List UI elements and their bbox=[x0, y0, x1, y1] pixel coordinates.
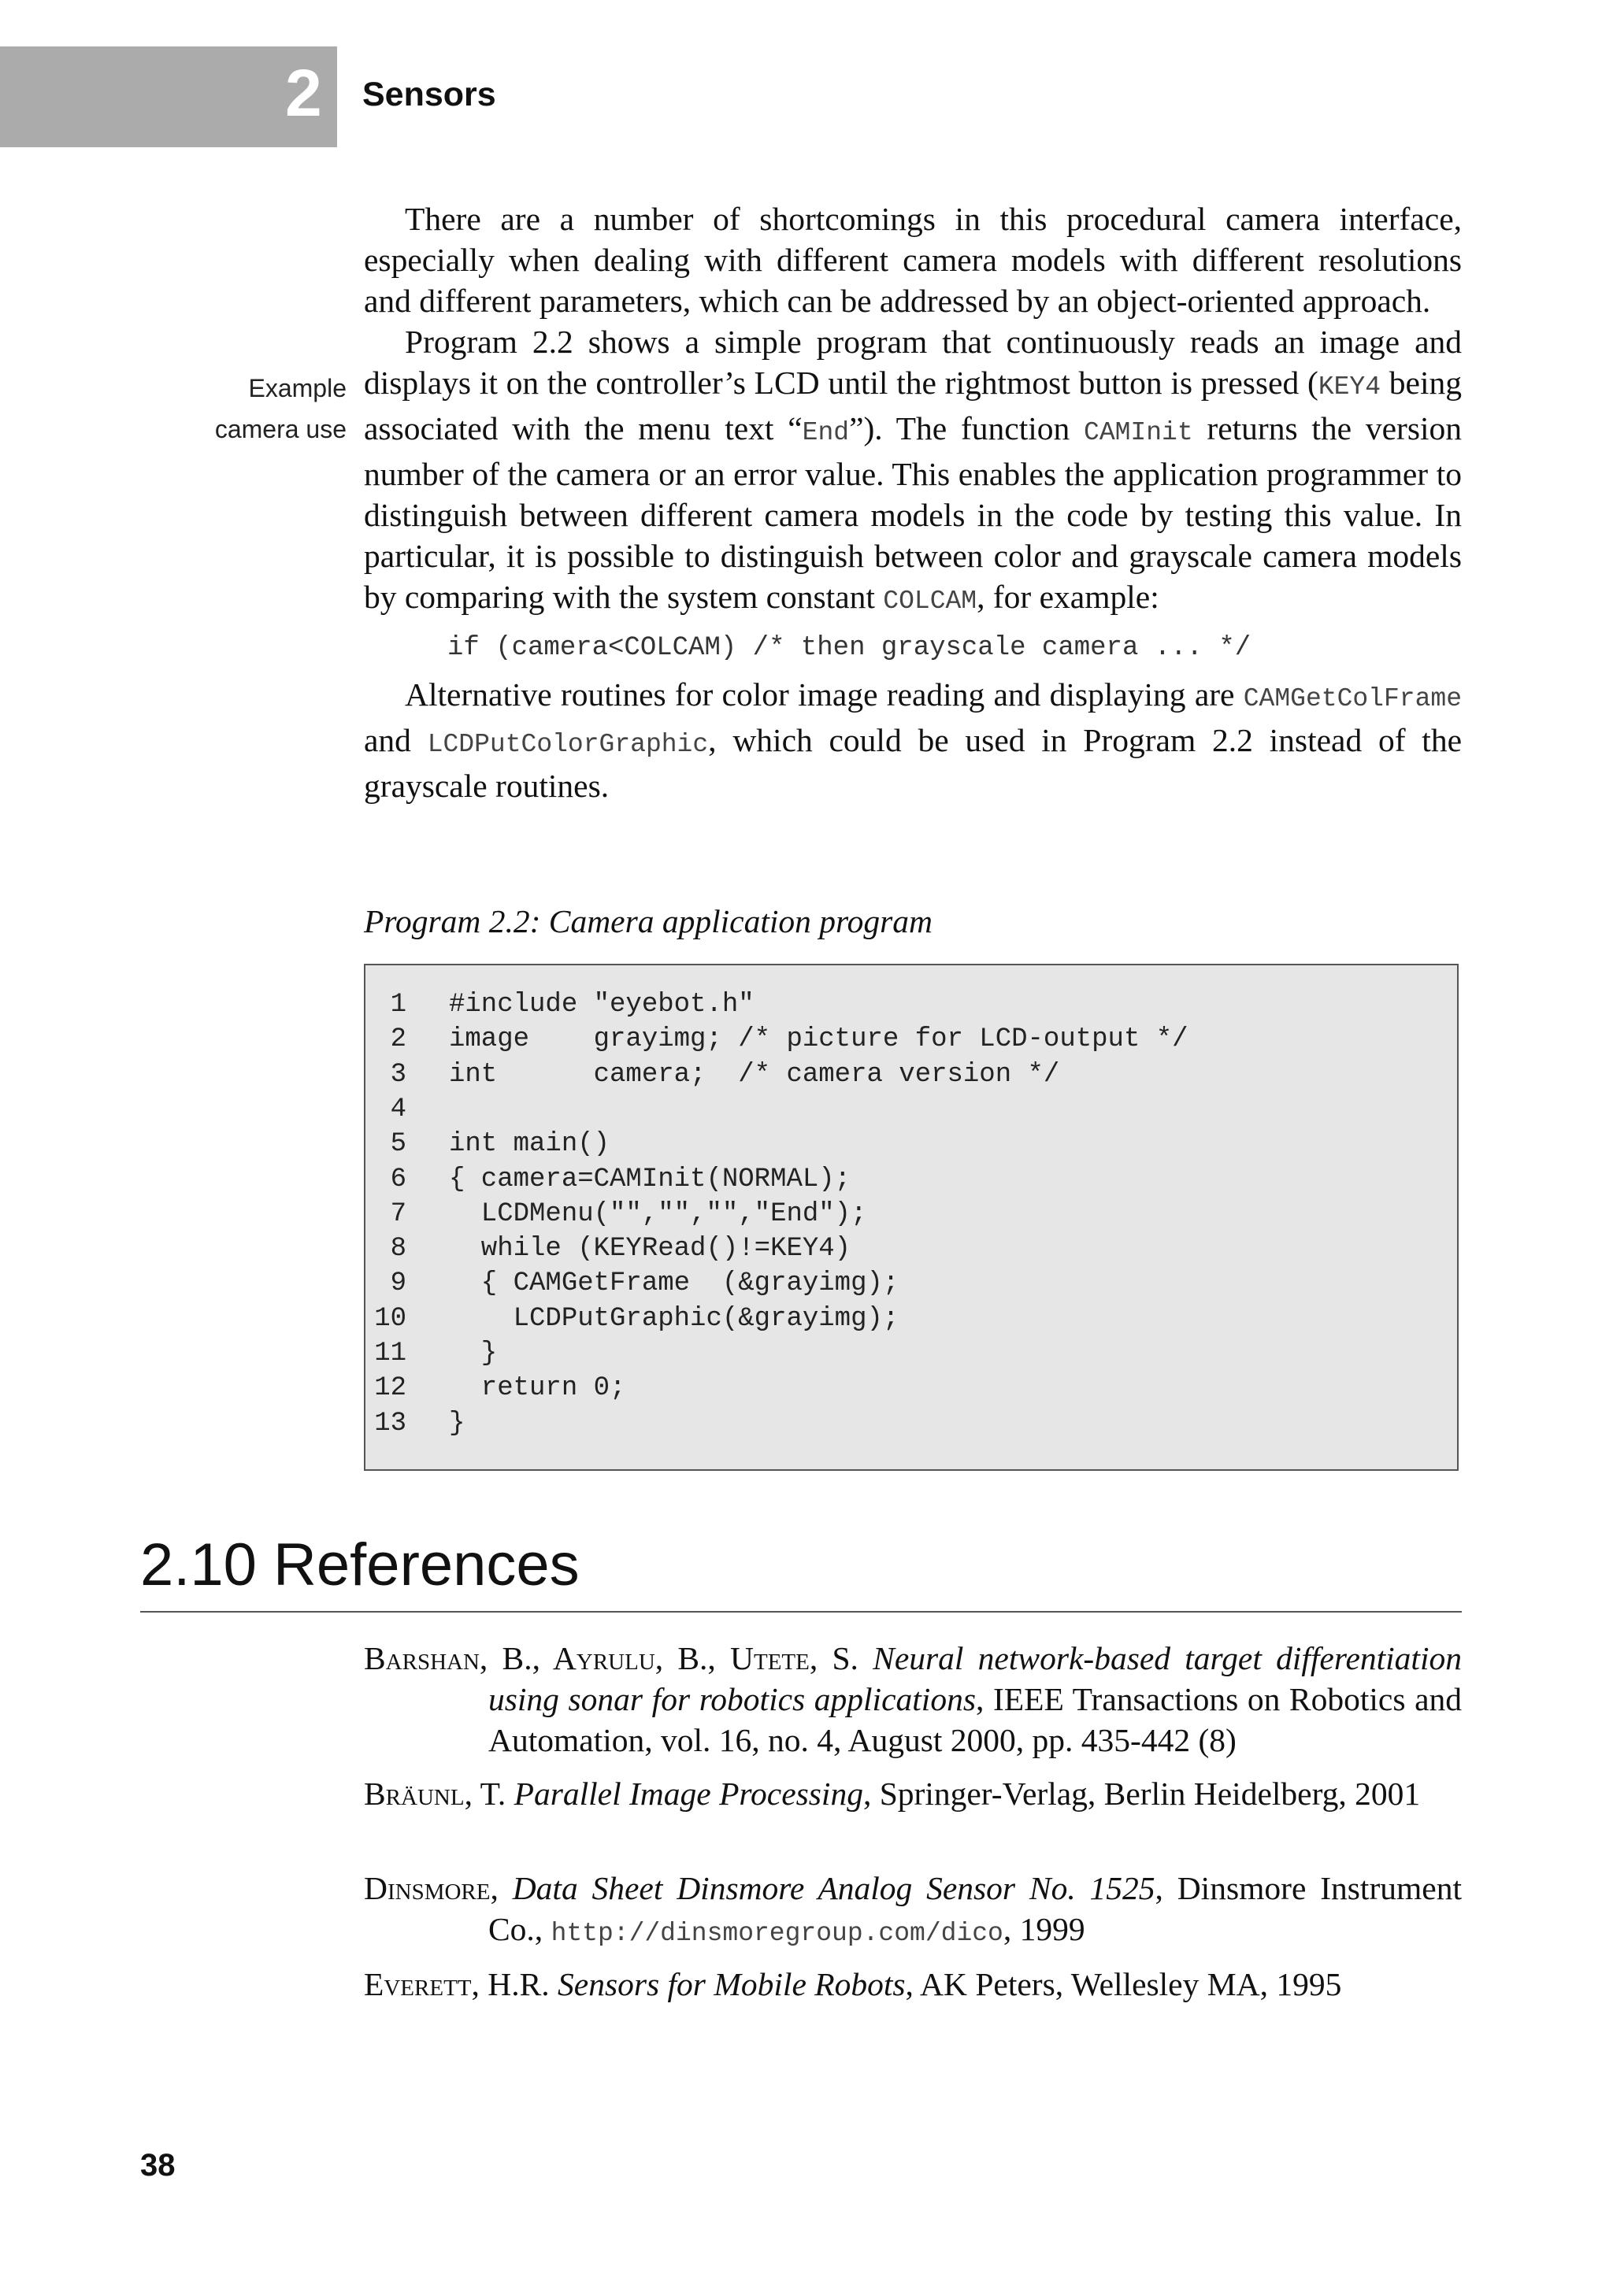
paragraph: Program 2.2 shows a simple program that continuously reads an image and displays it on the controller’s LCD until the rightmost button is pressed (KEY4 being associated with the menu text “End”). The function CAMInit returns the version number of the camera or an error value. This enables the application programmer to distinguish between different camera models in the code by testing this value. In particular, it is possible to distinguish between color and grayscale camera models by comparing with the system constant COLCAM, for example: bbox=[364, 324, 1463, 616]
line-number: 9 bbox=[390, 1268, 406, 1299]
line-number: 12 bbox=[374, 1373, 406, 1404]
code-line bbox=[365, 1057, 1457, 1092]
code-line bbox=[365, 1022, 1457, 1057]
paragraph: There are a number of shortcomings in this procedural camera interface, especially when dealing with different camera models with different resolutions and different parameters, which can be addressed by an object-oriented approach. bbox=[364, 201, 1462, 319]
code-line bbox=[365, 1336, 1457, 1371]
code-text: LCDMenu("","","","End"); bbox=[449, 1198, 867, 1229]
body-text bbox=[364, 198, 1462, 806]
code-line bbox=[365, 1302, 1457, 1336]
code-line bbox=[365, 1127, 1457, 1161]
code-listing bbox=[364, 964, 1459, 1471]
ref-url[interactable]: http://dinsmoregroup.com/dico bbox=[551, 1919, 1003, 1948]
line-number: 10 bbox=[374, 1303, 406, 1334]
line-number: 1 bbox=[390, 990, 406, 1020]
code-text: { camera=CAMInit(NORMAL); bbox=[449, 1164, 851, 1194]
chapter-title: Sensors bbox=[362, 76, 496, 113]
margin-note-line: camera use bbox=[214, 415, 347, 443]
code-line bbox=[365, 1197, 1457, 1231]
reference-item: Dinsmore, Data Sheet Dinsmore Analog Sensor No. 1525, Dinsmore Instrument Co., http://dinsmoregroup.com/dico, 1999 bbox=[364, 1870, 1462, 1948]
line-number: 5 bbox=[390, 1129, 406, 1160]
reference-item: Everett, H.R. Sensors for Mobile Robots, AK Peters, Wellesley MA, 1995 bbox=[364, 1966, 1342, 2002]
code-text: #include "eyebot.h" bbox=[449, 990, 755, 1020]
code-text: image grayimg; /* picture for LCD-output */ bbox=[449, 1024, 1188, 1055]
code-line bbox=[365, 1162, 1457, 1197]
ref-title: Neural network-based target differentiation using sonar for robotics applications bbox=[488, 1640, 1462, 1717]
ref-title: Data Sheet Dinsmore Analog Sensor No. 1525 bbox=[512, 1870, 1155, 1906]
ref-title: Parallel Image Processing bbox=[514, 1776, 863, 1812]
line-number: 2 bbox=[390, 1024, 406, 1055]
code-text: int camera; /* camera version */ bbox=[449, 1059, 1060, 1090]
code-text: LCDPutGraphic(&grayimg); bbox=[449, 1303, 899, 1334]
ref-authors: Barshan, B., Ayrulu, B., Utete, S. bbox=[364, 1640, 858, 1676]
code-text: while (KEYRead()!=KEY4) bbox=[449, 1234, 851, 1265]
inline-code: COLCAM bbox=[883, 587, 977, 616]
code-line bbox=[365, 1371, 1457, 1405]
code-line bbox=[365, 1092, 1457, 1127]
paragraph: Alternative routines for color image reading and displaying are CAMGetColFrame and LCDPutColorGraphic, which could be used in Program 2.2 instead of the grayscale routines. bbox=[364, 676, 1462, 804]
ref-authors: Bräunl, T. bbox=[364, 1776, 506, 1812]
section-rule bbox=[140, 1611, 1462, 1613]
margin-note-line: Example bbox=[248, 374, 347, 402]
inline-code: KEY4 bbox=[1318, 372, 1381, 402]
page-number: 38 bbox=[140, 2148, 176, 2183]
section-title: 2.10 References bbox=[140, 1531, 580, 1598]
ref-authors: Dinsmore, bbox=[364, 1870, 499, 1906]
line-number: 6 bbox=[390, 1164, 406, 1194]
code-line bbox=[365, 1266, 1457, 1301]
line-number: 4 bbox=[390, 1094, 406, 1124]
inline-code: CAMInit bbox=[1084, 418, 1193, 447]
program-caption: Program 2.2: Camera application program bbox=[364, 903, 933, 939]
code-text: { CAMGetFrame (&grayimg); bbox=[449, 1268, 899, 1299]
code-line bbox=[365, 987, 1457, 1022]
margin-note bbox=[215, 368, 347, 450]
code-line bbox=[365, 1406, 1457, 1441]
code-text: int main() bbox=[449, 1129, 610, 1160]
ref-authors: Everett, H.R. bbox=[364, 1966, 550, 2002]
line-number: 8 bbox=[390, 1234, 406, 1265]
line-number: 11 bbox=[374, 1339, 406, 1368]
reference-item: Barshan, B., Ayrulu, B., Utete, S. Neural network-based target differentiation using sonar for robotics applications, IEEE Transactions on Robotics and Automation, vol. 16, no. 4, August 2000, pp. 435-442 (8) bbox=[364, 1640, 1462, 1758]
inline-code: LCDPutColorGraphic bbox=[427, 730, 709, 759]
chapter-number: 2 bbox=[285, 56, 322, 130]
code-example: if (camera<COLCAM) /* then grayscale camera ... */ bbox=[447, 633, 1251, 663]
inline-code: End bbox=[802, 418, 850, 447]
ref-title: Sensors for Mobile Robots bbox=[558, 1966, 906, 2002]
line-number: 3 bbox=[390, 1059, 406, 1090]
line-number: 7 bbox=[390, 1198, 406, 1229]
code-text: return 0; bbox=[449, 1373, 626, 1404]
code-line bbox=[365, 1231, 1457, 1266]
line-number: 13 bbox=[374, 1408, 406, 1439]
code-text: } bbox=[449, 1408, 465, 1439]
inline-code: CAMGetColFrame bbox=[1243, 684, 1462, 713]
code-text: } bbox=[449, 1339, 498, 1368]
reference-item: Bräunl, T. Parallel Image Processing, Springer-Verlag, Berlin Heidelberg, 2001 bbox=[364, 1776, 1421, 1812]
